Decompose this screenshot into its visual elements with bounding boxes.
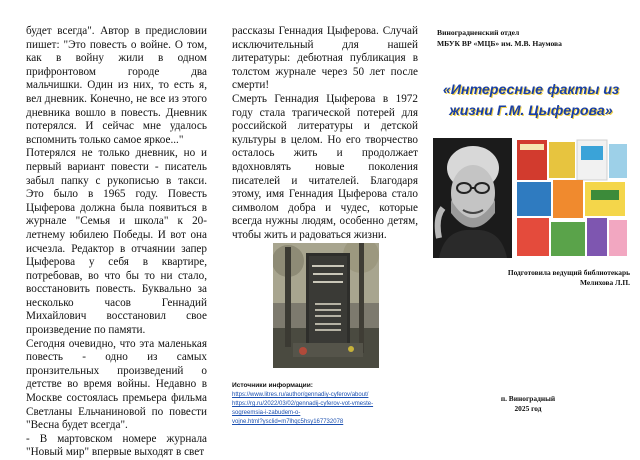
prepared-line: Подготовила ведущий библиотекарь — [507, 268, 630, 277]
grave-photo — [273, 243, 379, 368]
org-line: МБУК ВР «МЦБ» им. М.В. Наумова — [437, 39, 562, 48]
column-1 — [26, 25, 207, 460]
prepared-name: Мелихова Л.П. — [580, 278, 630, 287]
column-2 — [232, 25, 418, 243]
year-line: 2025 год — [514, 404, 542, 413]
organization — [437, 27, 627, 49]
paragraph: рассказы Геннадия Цыферова. Случай исключительный для нашей литературы: дебютная публикация в толстом журнале через 50 лет после смерти! — [232, 25, 418, 92]
paragraph: Смерть Геннадия Цыферова в 1972 году стала трагической потерей для российской литературы и детской культуры в целом. Но его творчество осталось жить и продолжает вдохновлять новые поколения писателей и читателей. Благодаря этому, имя Геннадия Цыферова стало символом добра и чудес, которые всегда нужны людям, особенно детям, чтобы жить и радоваться жизни. — [232, 92, 418, 241]
brochure-title: «Интересные факты из жизни Г.М. Цыферова» — [442, 82, 620, 119]
sources-heading: Источники информации: — [232, 382, 313, 389]
author-portrait — [433, 138, 512, 258]
source-link[interactable]: https://www.litres.ru/author/gennadiy-cyferov/about/ — [232, 392, 369, 398]
paragraph: Сегодня очевидно, что эта маленькая повесть - одно из самых пронзительных произведений о детстве во время войны. Недавно в Москве состоялась премьера фильма Светланы Ельчаниновой по повести "Весна будет всегда". — [26, 337, 207, 432]
paragraph: будет всегда". Автор в предисловии пишет: "Это повесть о войне. О том, как в войну жили в одном прифронтовом городе два мальчишки. Один из них, то есть я, вел дневник. Конечно, не все из этого дневника вошло в повесть. Дневник потерялся. И сейчас мне удалось вспомнить только самое яркое..." — [26, 25, 207, 146]
book-covers-collage — [515, 138, 629, 258]
source-link[interactable]: vojne.html?ysclid=m7lhqc5hsy167732078 — [232, 419, 344, 425]
source-link[interactable]: https://rg.ru/2022/03/02/gennadij-cyferov-vot-vmeste- — [232, 401, 374, 407]
source-link[interactable]: sogreemsia-i-zabudem-o- — [232, 410, 301, 416]
paragraph: - В мартовском номере журнала "Новый мир" впервые выходят в свет — [26, 432, 207, 459]
prepared-by — [470, 268, 630, 288]
org-line: Виноградненский отдел — [437, 28, 520, 37]
paragraph: Потерялся не только дневник, но и первый вариант повести - писатель забыл папку с рукописью в такси. Это было в 1965 году. Повесть Цыферова должна была появиться в журнале "Семья и школа" к 20-летнему юбилею Победы. И вот она исчезла. Редактор в отчаянии запер Цыферова у себя в квартире, потребовав, во что бы то ни стало, восстановить повесть. Буквально за несколько часов Геннадий Михайлович восстановил свое произведение по памяти. — [26, 147, 207, 337]
place-year — [478, 394, 578, 414]
place-line: п. Виноградный — [500, 394, 556, 403]
sources-block — [232, 382, 422, 427]
